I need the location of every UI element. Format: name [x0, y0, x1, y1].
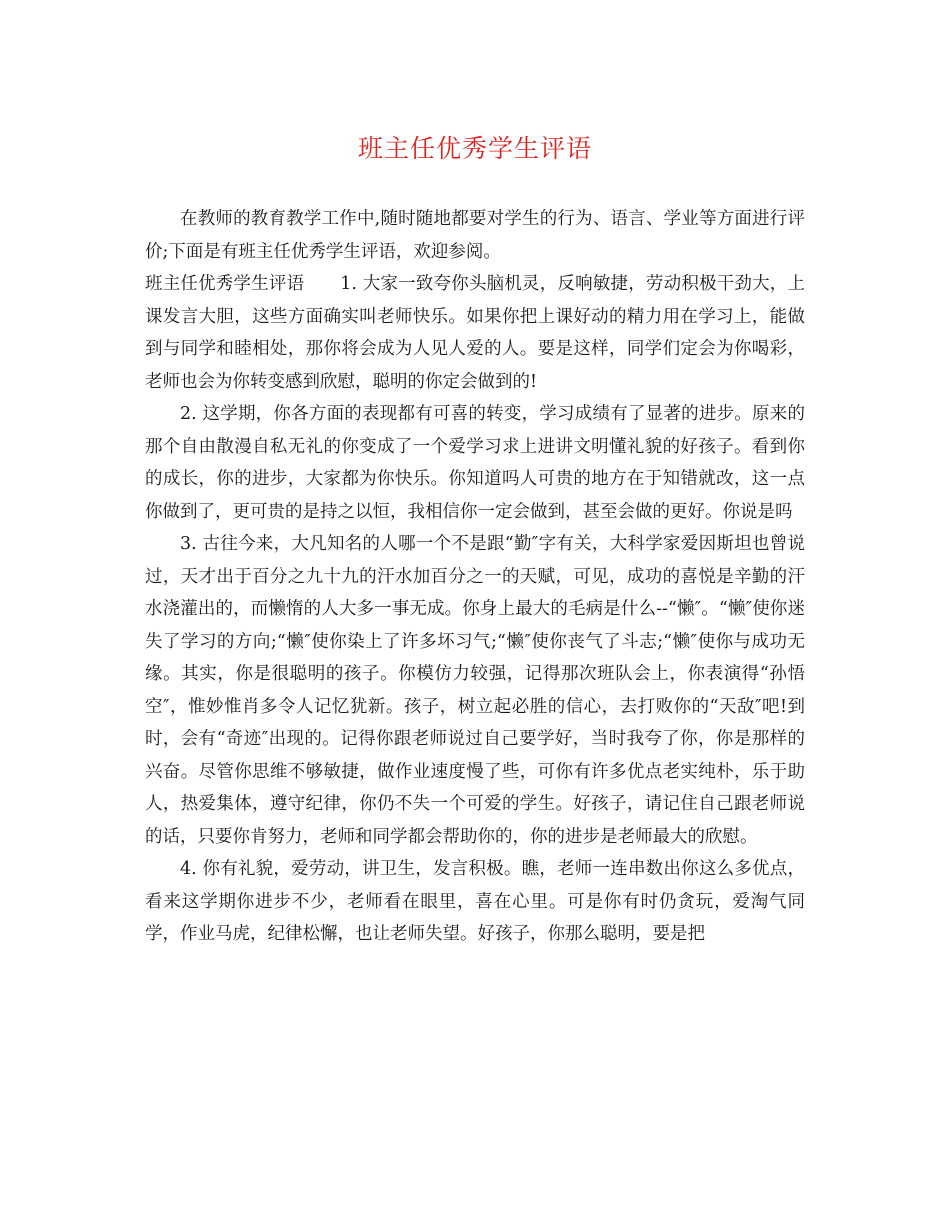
section-label: 班主任优秀学生评语 — [145, 274, 305, 294]
paragraph-3: 3. 古往今来，大凡知名的人哪一个不是跟“勤″字有关，大科学家爱因斯坦也曾说过，天才出于百分之九十九的汗水加百分之一的天赋，可见，成功的喜悦是辛勤的汗水浇灌出的，而懒惰的人大多一事无成。你身上最大的毛病是什么--“懒″。“懒″使你迷失了学习的方向;“懒″使你染上了许多坏习气;“懒″使你丧气了斗志;“懒″使你与成功无缘。其实，你是很聪明的孩子。你模仿力较强，记得那次班队会上，你表演得“孙悟空″，惟妙惟肖多令人记忆犹新。孩子，树立起必胜的信心，去打败你的“天敌″吧!到时，会有“奇迹″出现的。记得你跟老师说过自己要学好，当时我夸了你，你是那样的兴奋。尽管你思维不够敏捷，做作业速度慢了些，可你有许多优点老实纯朴，乐于助人，热爱集体，遵守纪律，你仍不失一个可爱的学生。好孩子，请记住自己跟老师说的话，只要你肯努力，老师和同学都会帮助你的，你的进步是老师最大的欣慰。 — [145, 534, 805, 847]
document-body — [145, 203, 805, 951]
paragraph-1-text: 1. 大家一致夸你头脑机灵，反响敏捷，劳动积极干劲大，上课发言大胆，这些方面确实叫老师快乐。如果你把上课好动的精力用在学习上，能做到与同学和睦相处，那你将会成为人见人爱的人。要是这样，同学们定会为你喝彩，老师也会为你转变感到欣慰，聪明的你定会做到的! — [145, 274, 806, 392]
paragraph-2: 2. 这学期，你各方面的表现都有可喜的转变，学习成绩有了显著的进步。原来的那个自由散漫自私无礼的你变成了一个爱学习求上进讲文明懂礼貌的好孩子。看到你的成长，你的进步，大家都为你快乐。你知道吗人可贵的地方在于知错就改，这一点你做到了，更可贵的是持之以恒，我相信你一定会做到，甚至会做的更好。你说是吗 — [145, 404, 805, 522]
paragraph-4: 4. 你有礼貌，爱劳动，讲卫生，发言积极。瞧，老师一连串数出你这么多优点，看来这学期你进步不少，老师看在眼里，喜在心里。可是你有时仍贪玩，爱淘气同学，作业马虎，纪律松懈，也让老师失望。好孩子，你那么聪明，要是把 — [145, 859, 805, 944]
intro-paragraph: 在教师的教育教学工作中,随时随地都要对学生的行为、语言、学业等方面进行评价;下面是有班主任优秀学生评语，欢迎参阅。 — [145, 209, 805, 262]
paragraph-1 — [145, 268, 805, 398]
document-title: 班主任优秀学生评语 — [357, 134, 592, 163]
